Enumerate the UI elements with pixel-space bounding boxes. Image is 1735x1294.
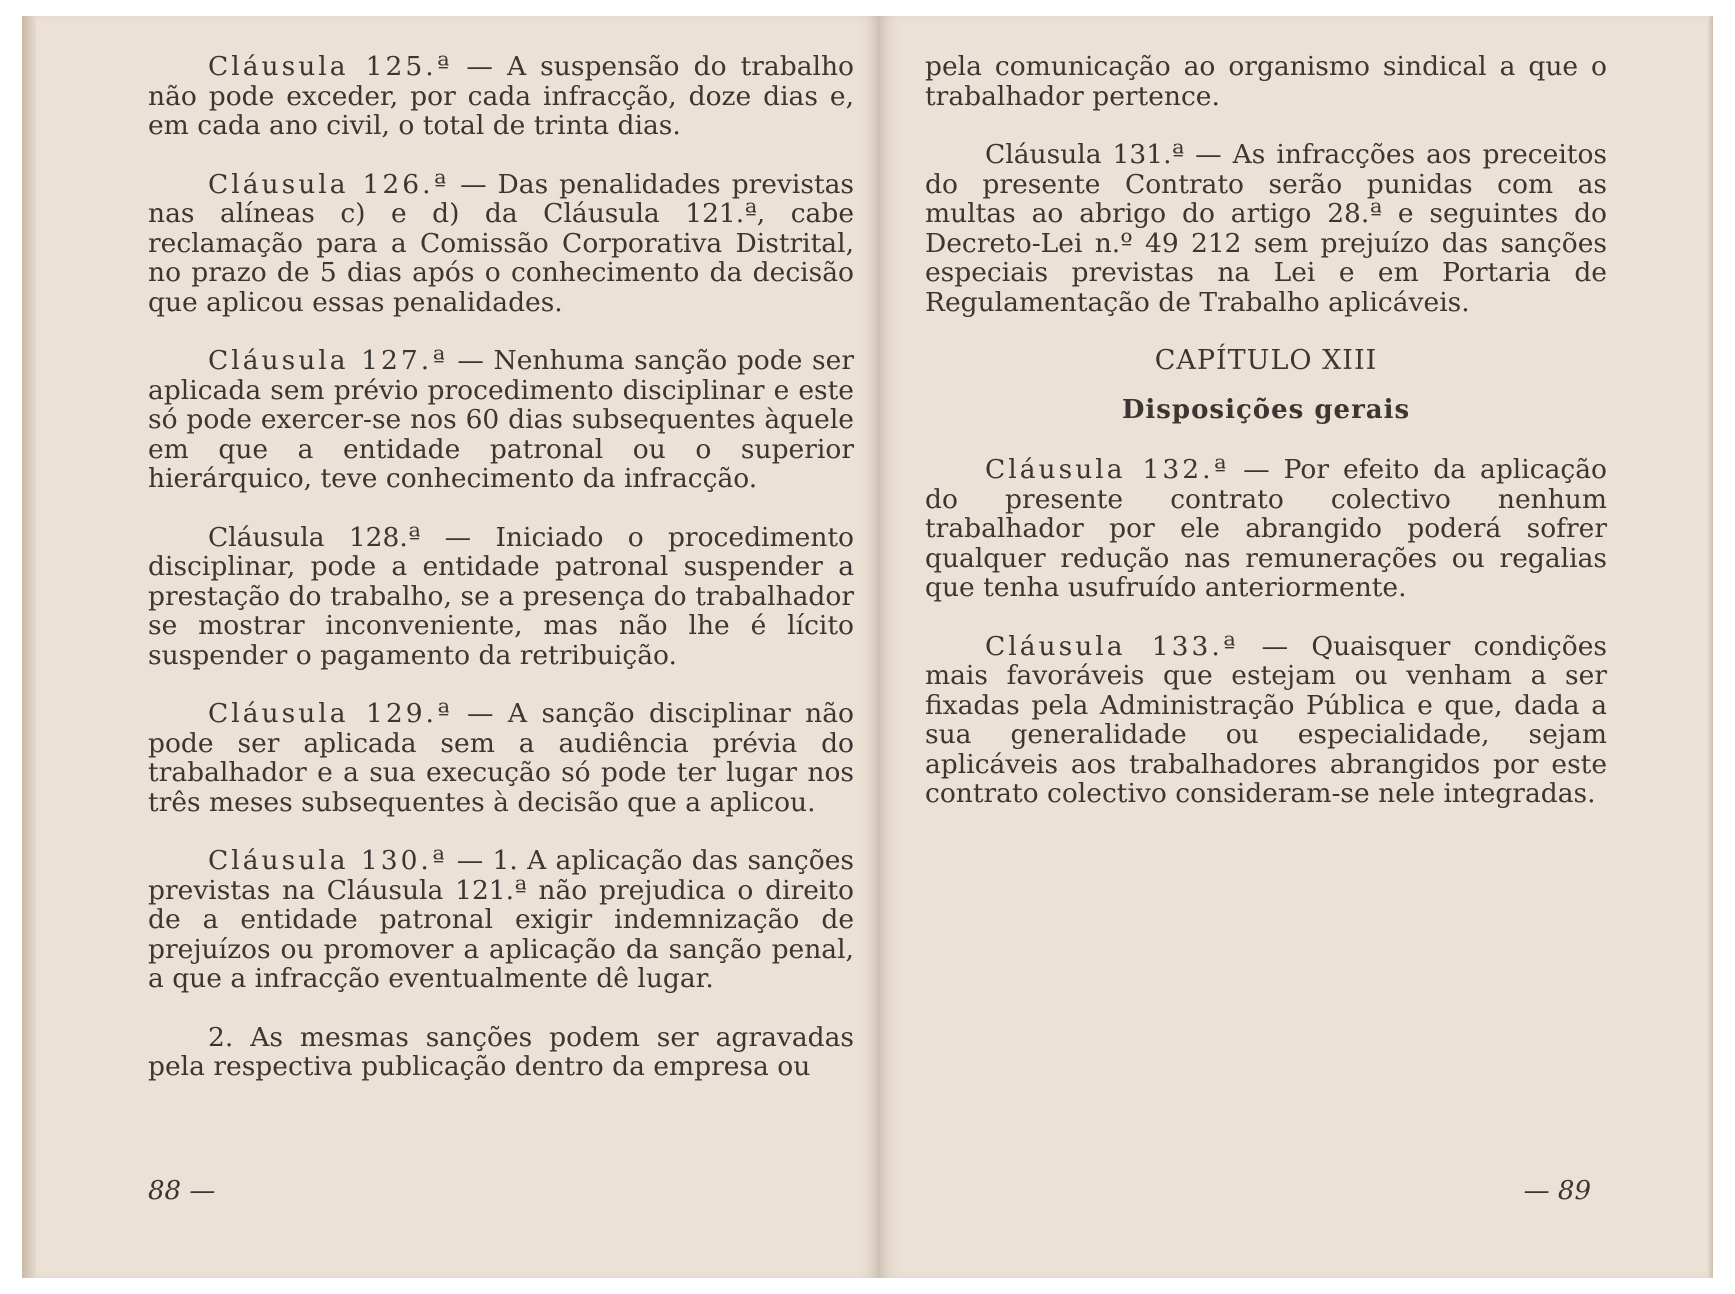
continuation-text: pela comunicação ao organismo sindical a que o trabalhador pertence.: [925, 51, 1607, 112]
left-page: [22, 16, 880, 1278]
clause-126: [148, 170, 854, 318]
clause-133: [925, 632, 1607, 809]
page-number-right: — 89: [1523, 1176, 1591, 1206]
clause-text: — Quaisquer condições mais favoráveis que estejam ou venham a ser fixadas pela Administração Pública e que, dada a sua generalidade ou especialidade, sejam aplicáveis aos trabalhadores abrangidos por este contrato colectivo consideram-se nele integradas.: [925, 630, 1608, 809]
clause-label: Cláusula 126.ª: [208, 168, 450, 200]
clause-text: — 1. A aplicação das sanções previstas na Cláusula 121.ª não prejudica o direito de a entidade patronal exigir indemnização de prejuízos ou promover a aplicação da sanção penal, a que a infracção eventualmente dê lugar.: [148, 845, 854, 994]
clause-131: [925, 140, 1607, 317]
clause-label: Cláusula 125.ª: [208, 51, 453, 82]
clause-132: [925, 455, 1607, 603]
clause-label: Cláusula 132.ª: [985, 454, 1230, 485]
clause-text: — As infracções aos preceitos do presente Contrato serão punidas com as multas ao abrigo do artigo 28.ª e seguintes do Decreto-Lei n.º 49 212 sem prejuízo das sanções especiais previstas na Lei e em Portaria de Regulamentação de Trabalho aplicáveis.: [925, 139, 1607, 318]
clause-130-para-2: 2. As mesmas sanções podem ser agravadas pela respectiva publicação dentro da empresa ou: [148, 1021, 854, 1082]
right-page: [878, 16, 1713, 1278]
left-page-text: [148, 52, 854, 1111]
right-page-text: [925, 52, 1607, 838]
clause-label: Cláusula 133.ª: [985, 630, 1239, 662]
page-number-left: 88 —: [148, 1176, 216, 1206]
clause-text: — Por efeito da aplicação do presente contrato colectivo nenhum trabalhador por ele abrangido poderá sofrer qualquer redução nas remunerações ou regalias que tenha usufruído anteriormente.: [925, 454, 1607, 603]
chapter-title: CAPÍTULO XIII: [1154, 345, 1378, 376]
clause-label: Cláusula 129.ª: [208, 698, 453, 729]
clause-128: [148, 523, 854, 671]
clause-label: Cláusula 127.ª: [208, 345, 448, 376]
clause-text: — Iniciado o procedimento disciplinar, pode a entidade patronal suspender a prestação do trabalho, se a presença do trabalhador se mostrar inconveniente, mas não lhe é lícito suspender o pagamento da retribuição.: [148, 521, 854, 671]
clause-label: Cláusula 131.ª: [985, 139, 1185, 170]
clause-label: Cláusula 128.ª: [208, 521, 421, 553]
clause-label: Cláusula 130.ª: [208, 845, 448, 876]
clause-text: — A sanção disciplinar não pode ser aplicada sem a audiência prévia do trabalhador e a sua execução só pode ter lugar nos três meses subsequentes à decisão que a aplicou.: [148, 698, 854, 818]
clause-text: — Nenhuma sanção pode ser aplicada sem prévio procedimento disciplinar e este só pode exercer-se nos 60 dias subsequentes àquele em que a entidade patronal ou o superior hierárquico, teve conhecimento da infracção.: [148, 345, 854, 494]
clause-129: [148, 699, 854, 817]
clause-text: — A suspensão do trabalho não pode exceder, por cada infracção, doze dias e, em cada ano civil, o total de trinta dias.: [148, 51, 854, 141]
clause-text: — Das penalidades previstas nas alíneas c) e d) da Cláusula 121.ª, cabe reclamação para a Comissão Corporativa Distrital, no prazo de 5 dias após o conhecimento da decisão que aplicou essas penalidades.: [148, 168, 855, 318]
clause-127: [148, 346, 854, 494]
section-title: Disposições gerais: [1121, 394, 1411, 425]
clause-125: [148, 52, 854, 141]
clause-130: [148, 846, 854, 994]
